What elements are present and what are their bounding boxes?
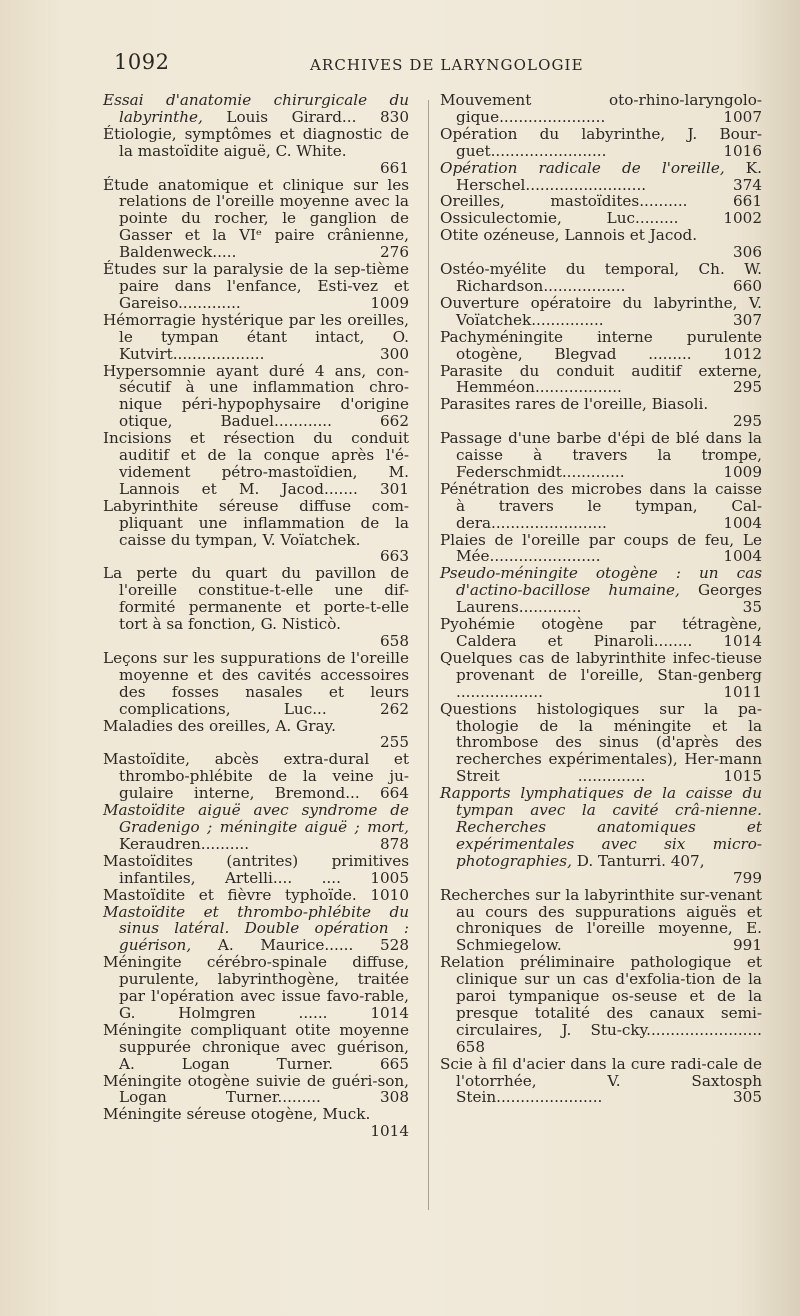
entry-text: Ostéo-myélite du temporal, Ch. W. Richardson................. xyxy=(440,260,762,295)
entry-text: Recherches sur la labyrinthite sur-venant au cours des suppurations aiguës et chroniques de l'oreille moyenne, E. Schmiegelow. xyxy=(440,885,762,955)
entry-text: A. Maurice...... xyxy=(191,936,380,955)
entry-title-italic: Opération radicale de l'oreille, xyxy=(440,158,725,177)
index-entry xyxy=(440,532,762,566)
index-entry xyxy=(440,227,762,261)
entry-text: Maladies des oreilles, A. Gray. xyxy=(103,716,336,735)
entry-text: Leçons sur les suppurations de l'oreille moyenne et des cavités accessoires des fosses nasales et leurs complications, Luc... xyxy=(103,648,409,718)
column-divider xyxy=(428,100,429,1210)
entry-text: Passage d'une barbe d'épi de blé dans la caisse à travers la trompe, Federschmidt............. xyxy=(440,429,762,481)
entry-page-number: 799 xyxy=(733,868,762,887)
index-entry xyxy=(440,701,762,786)
index-column-left xyxy=(103,92,409,1140)
entry-page-number: 374 xyxy=(733,175,762,194)
index-entry xyxy=(103,718,409,752)
entry-text: K. Herschel......................... xyxy=(456,158,762,194)
entry-page-number: 1014 xyxy=(370,1003,409,1022)
index-entry xyxy=(103,802,409,853)
entry-text: Georges Laurens............. xyxy=(456,581,763,617)
index-entry xyxy=(440,954,762,1055)
entry-title-italic: Essai d'anatomie chirurgicale du labyrinthe, xyxy=(103,91,409,126)
index-entry xyxy=(440,126,762,160)
index-entry xyxy=(103,954,409,1022)
index-entry xyxy=(440,785,762,886)
index-entry xyxy=(440,1056,762,1107)
entry-page-number: 308 xyxy=(380,1088,409,1107)
index-entry xyxy=(440,160,762,194)
entry-title-italic: Pseudo-méningite otogène : un cas d'actino-bacillose humaine, xyxy=(440,564,762,600)
index-entry xyxy=(440,565,762,616)
index-entry xyxy=(103,853,409,887)
index-entry xyxy=(103,498,409,566)
entry-text: Ossiculectomie, Luc......... xyxy=(440,209,724,228)
entry-title-italic: Mastoïdite et thrombo-phlébite du sinus latéral. Double opération : guérison, xyxy=(103,902,409,955)
entry-text: Plaies de l'oreille par coups de feu, Le Mée....................... xyxy=(440,530,762,566)
entry-page-number: 661 xyxy=(733,192,762,211)
index-entry xyxy=(440,396,762,430)
index-entry xyxy=(440,430,762,481)
running-title: ARCHIVES DE LARYNGOLOGIE xyxy=(310,56,584,74)
entry-text: Étiologie, symptômes et diagnostic de la mastoïdite aiguë, C. White. xyxy=(103,124,409,160)
entry-page-number: 663 xyxy=(380,547,409,566)
index-entry xyxy=(440,210,762,227)
entry-page-number: 1009 xyxy=(723,462,762,481)
index-entry xyxy=(440,329,762,363)
entry-text: Mouvement oto-rhino-laryngolo-gique...................... xyxy=(440,91,762,126)
entry-page-number: 295 xyxy=(733,412,762,431)
index-entry xyxy=(103,363,409,431)
entry-page-number: 262 xyxy=(380,699,409,718)
entry-text: Labyrinthite séreuse diffuse com-pliquant une inflammation de la caisse du tympan, V. Voïatchek. xyxy=(103,496,409,549)
entry-text: Scie à fil d'acier dans la cure radi-cale de l'otorrhée, V. Saxtosph Stein...................... xyxy=(440,1054,762,1107)
entry-page-number: 1016 xyxy=(723,141,762,160)
index-entry xyxy=(103,126,409,177)
entry-page-number: 1004 xyxy=(723,547,762,566)
entry-page-number: 830 xyxy=(380,107,409,126)
entry-text: Ouverture opératoire du labyrinthe, V. Voïatchek............... xyxy=(440,293,762,329)
entry-text: Pyohémie otogène par tétragène, Caldera et Pinaroli........ xyxy=(440,615,762,650)
entry-text: Méningite compliquant otite moyenne suppurée chronique avec guérison, A. Logan Turner. xyxy=(103,1020,409,1073)
index-entry xyxy=(103,1073,409,1107)
entry-page-number: 1015 xyxy=(723,767,762,786)
entry-page-number: 661 xyxy=(380,158,409,177)
entry-text: Otite ozéneuse, Lannois et Jacod. xyxy=(440,226,698,245)
entry-text: Mastoïdites (antrites) primitives infantiles, Artelli.... .... xyxy=(103,851,409,887)
entry-page-number: 1009 xyxy=(370,293,409,312)
index-entry xyxy=(103,177,409,262)
entry-page-number: 300 xyxy=(380,344,409,363)
index-entry xyxy=(103,887,409,904)
entry-text: Méningite cérébro-spinale diffuse, purulente, labyrinthogène, traitée par l'opération avec issue favo-rable, G. Holmgren ...... xyxy=(103,953,409,1022)
index-entry xyxy=(440,193,762,210)
index-entry xyxy=(103,1106,409,1140)
entry-page-number: 878 xyxy=(380,834,409,853)
entry-text: Pénétration des microbes dans la caisse à travers le tympan, Cal-dera........................ xyxy=(440,479,762,532)
index-entry xyxy=(103,650,409,718)
entry-page-number: 1005 xyxy=(370,868,409,887)
index-entry xyxy=(103,92,409,126)
index-entry xyxy=(440,261,762,295)
index-entry xyxy=(103,261,409,312)
index-entry xyxy=(103,1022,409,1073)
entry-page-number: 1012 xyxy=(723,344,762,363)
index-entry xyxy=(440,616,762,650)
entry-page-number: 255 xyxy=(380,733,409,752)
entry-text: Oreilles, mastoïdites.......... xyxy=(440,192,733,211)
entry-text: Parasite du conduit auditif externe, Hemméon.................. xyxy=(440,361,762,397)
entry-page-number: 1010 xyxy=(370,885,409,904)
entry-text: La perte du quart du pavillon de l'oreille constitue-t-elle une dif-formité permanente et porte-t-elle tort à sa fonction, G. Nisticò. xyxy=(103,564,409,634)
index-entry xyxy=(103,904,409,955)
entry-text: Questions histologiques sur la pa-thologie de la méningite et la thrombose des sinus (d'après des recherches expérimentales), Her-mann Streit .............. xyxy=(440,699,762,786)
entry-text: Méningite séreuse otogène, Muck. xyxy=(103,1105,371,1124)
page-header xyxy=(0,50,800,80)
entry-page-number: 35 xyxy=(742,598,762,617)
entry-page-number: 276 xyxy=(380,243,409,262)
entry-text: Keraudren.......... xyxy=(119,834,380,853)
entry-text: Hémorragie hystérique par les oreilles, le tympan étant intact, O. Kutvirt................... xyxy=(103,310,409,363)
entry-text: Quelques cas de labyrinthite infec-tieuse provenant de l'oreille, Stan-genberg .................. xyxy=(440,648,762,701)
entry-page-number: 306 xyxy=(733,243,762,262)
entry-page-number: 1004 xyxy=(723,513,762,532)
entry-text: Pachyméningite interne purulente otogène, Blegvad ......... xyxy=(440,327,762,363)
entry-page-number: 528 xyxy=(380,936,409,955)
entry-text: Méningite otogène suivie de guéri-son, Logan Turner......... xyxy=(103,1071,409,1107)
entry-text: Relation préliminaire pathologique et clinique sur un cas d'exfolia-tion de la paroi tympanique os-seuse et de la presque totalité des canaux semi-circulaires, J. Stu-cky........................ xyxy=(440,953,762,1039)
entry-text: Mastoïdite, abcès extra-dural et thrombo-phlébite de la veine ju-gulaire interne, Bremond... xyxy=(103,750,409,803)
entry-text: Parasites rares de l'oreille, Biasoli. xyxy=(440,395,709,414)
entry-text: Hypersomnie ayant duré 4 ans, con-sécutif à une inflammation chro-nique péri-hypophysaire d'origine otique, Baduel............ xyxy=(103,361,409,431)
index-entry xyxy=(440,295,762,329)
index-entry xyxy=(103,430,409,498)
entry-text: Opération du labyrinthe, J. Bour-guet........................ xyxy=(440,124,762,160)
entry-text: Études sur la paralysie de la sep-tième paire dans l'enfance, Esti-vez et Gareiso............. xyxy=(103,260,409,312)
index-entry xyxy=(103,751,409,802)
index-entry xyxy=(440,887,762,955)
page-number: 1092 xyxy=(114,50,170,74)
entry-text: D. Tanturri. 407, xyxy=(571,851,705,870)
entry-text: Mastoïdite et fièvre typhoïde. xyxy=(103,885,371,904)
entry-page-number: 991 xyxy=(733,936,762,955)
entry-page-number: 1014 xyxy=(723,632,762,650)
entry-page-number: 664 xyxy=(380,784,409,803)
entry-page-number: 658 xyxy=(456,1037,485,1056)
index-entry xyxy=(440,92,762,126)
entry-page-number: 665 xyxy=(380,1054,409,1073)
entry-title-italic: Rapports lymphatiques de la caisse du tympan avec la cavité crâ-nienne. Recherches anatomiques et expérimentales avec six micro-photographies, xyxy=(440,784,762,870)
entry-text: Louis Girard... xyxy=(202,107,380,126)
entry-title-italic: Mastoïdite aiguë avec syndrome de Gradenigo ; méningite aiguë ; mort, xyxy=(103,801,409,836)
entry-page-number: 1007 xyxy=(723,107,762,126)
entry-text: Incisions et résection du conduit auditif et de la conque après l'é-videment pétro-mastoïdien, M. Lannois et M. Jacod....... xyxy=(103,429,409,498)
entry-text: Étude anatomique et clinique sur les relations de l'oreille moyenne avec la pointe du rocher, le ganglion de Gasser et la VIᵉ paire crânienne, Baldenweck..... xyxy=(103,175,409,262)
index-entry xyxy=(440,650,762,701)
entry-page-number: 1014 xyxy=(370,1122,409,1141)
entry-page-number: 307 xyxy=(733,310,762,329)
index-entry xyxy=(103,312,409,363)
entry-page-number: 1002 xyxy=(723,209,762,228)
index-column-right xyxy=(440,92,762,1106)
entry-page-number: 305 xyxy=(733,1088,762,1107)
index-entry xyxy=(103,565,409,650)
entry-page-number: 295 xyxy=(733,378,762,397)
entry-page-number: 660 xyxy=(733,276,762,295)
index-entry xyxy=(440,363,762,397)
entry-page-number: 1011 xyxy=(723,682,762,701)
index-entry xyxy=(440,481,762,532)
entry-page-number: 662 xyxy=(380,412,409,431)
entry-page-number: 301 xyxy=(380,479,409,498)
entry-page-number: 658 xyxy=(380,632,409,650)
